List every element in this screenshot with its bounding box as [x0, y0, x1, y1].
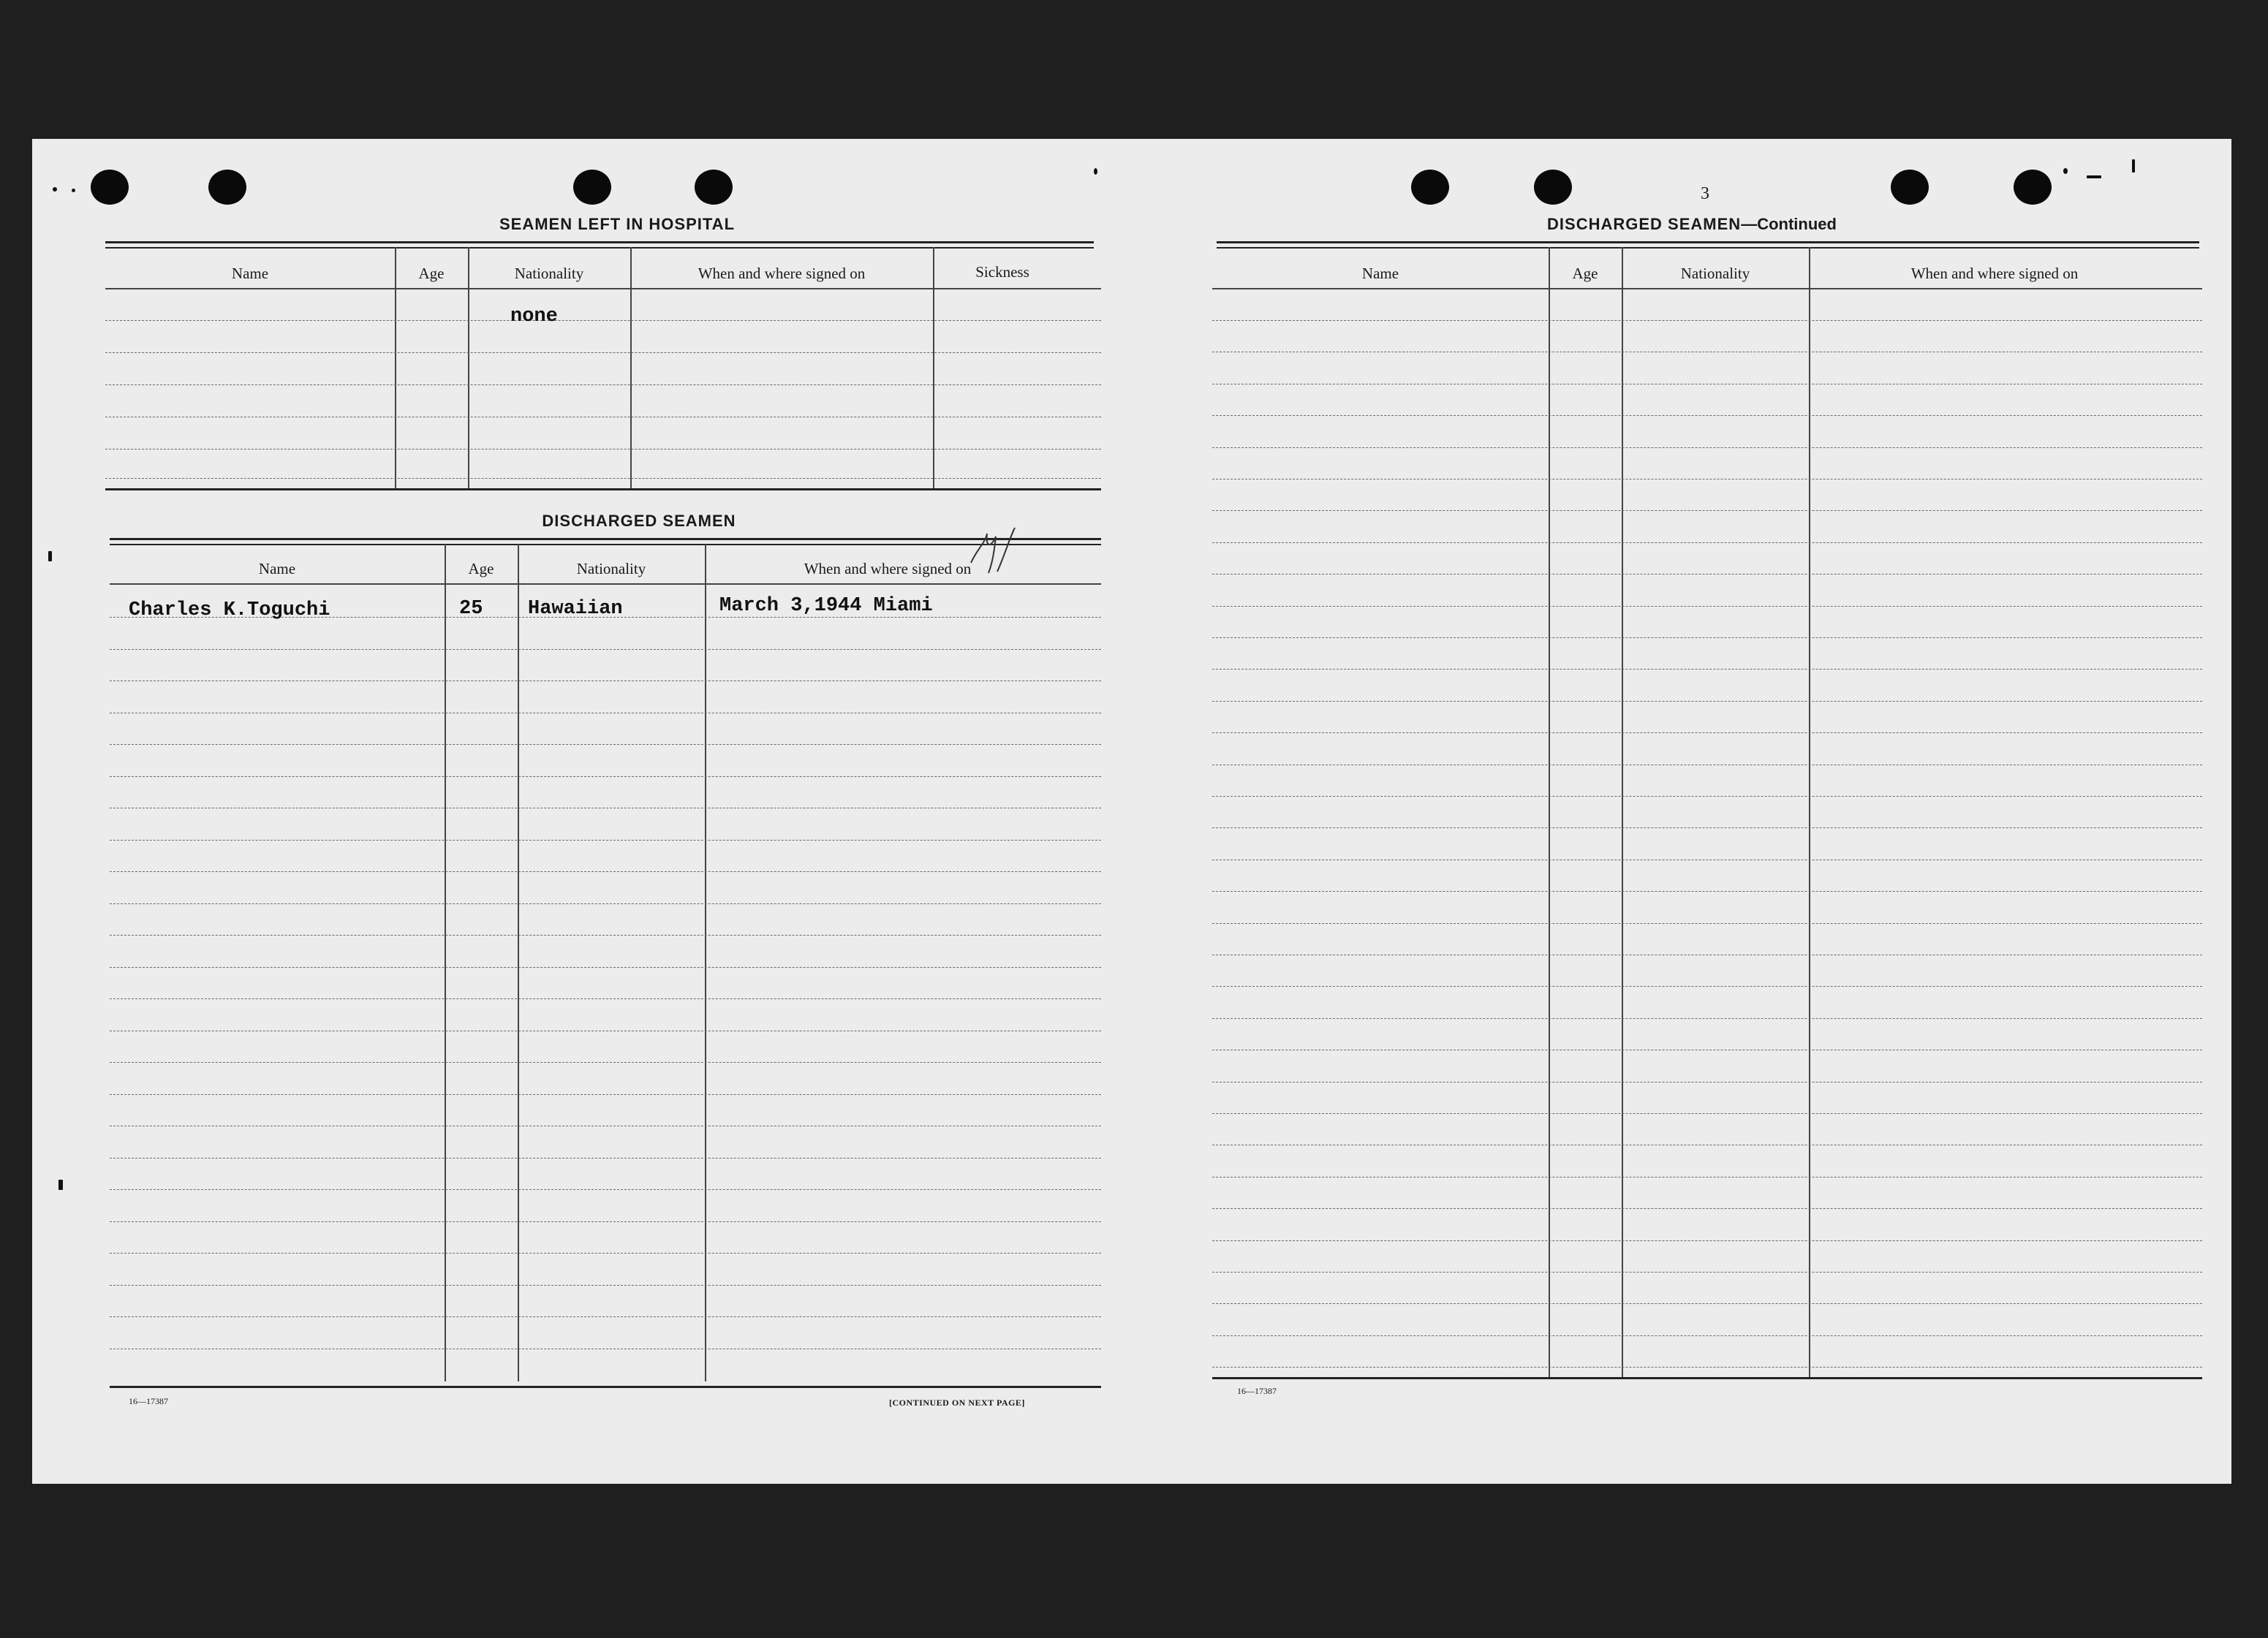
header-nationality: Nationality	[514, 265, 584, 282]
title-main: DISCHARGED SEAMEN	[1547, 215, 1742, 233]
scan-speck	[2063, 168, 2068, 174]
row-line	[110, 649, 1101, 650]
continued-note: [CONTINUED ON NEXT PAGE]	[889, 1398, 1025, 1408]
row-line	[110, 871, 1101, 872]
row-line	[1212, 1018, 2202, 1019]
header-nationality: Nationality	[576, 560, 646, 577]
row-line	[110, 935, 1101, 936]
continued-section-title	[1494, 215, 1889, 234]
row-line	[110, 840, 1101, 841]
column-divider	[933, 247, 934, 488]
scan-speck	[2132, 159, 2135, 172]
title-rule	[110, 538, 1101, 540]
row-line	[110, 1158, 1101, 1159]
scanned-document	[32, 139, 2231, 1484]
header-rule	[105, 288, 1101, 289]
row-line	[1212, 1208, 2202, 1209]
scan-speck	[2087, 175, 2101, 178]
row-line	[105, 320, 1101, 321]
row-line	[110, 1316, 1101, 1317]
column-divider	[468, 247, 469, 488]
row-line	[110, 1189, 1101, 1190]
row-line	[1212, 1113, 2202, 1114]
header-rule	[1212, 288, 2202, 289]
seaman-signed-on: March 3,1944 Miami	[719, 595, 933, 617]
title-rule	[1217, 241, 2199, 243]
header-name: Name	[1361, 265, 1399, 282]
table-bottom-rule	[105, 488, 1101, 490]
row-line	[1212, 1272, 2202, 1273]
row-line	[110, 680, 1101, 681]
title-suffix: —Continued	[1741, 215, 1837, 233]
row-line	[110, 744, 1101, 745]
punch-hole	[695, 170, 733, 205]
row-line	[110, 1094, 1101, 1095]
column-divider	[445, 544, 446, 1381]
row-line	[110, 1285, 1101, 1286]
row-line	[1212, 320, 2202, 321]
table-bottom-rule	[110, 1386, 1101, 1388]
row-line	[1212, 1335, 2202, 1336]
column-divider	[1549, 247, 1550, 1377]
row-line	[1212, 1367, 2202, 1368]
row-line	[1212, 1177, 2202, 1178]
column-divider	[395, 247, 396, 488]
row-line	[105, 384, 1101, 385]
hospital-section-title: SEAMEN LEFT IN HOSPITAL	[499, 215, 736, 233]
discharged-table	[110, 544, 1101, 1381]
seaman-age: 25	[459, 598, 483, 620]
punch-hole	[1891, 170, 1929, 205]
header-signed-on: When and where signed on	[1910, 265, 2079, 282]
punch-hole	[1411, 170, 1449, 205]
punch-hole	[208, 170, 246, 205]
row-line	[1212, 1303, 2202, 1304]
row-line	[105, 352, 1101, 353]
page-number: 3	[1701, 184, 1709, 203]
column-divider	[1809, 247, 1810, 1377]
punch-hole	[2014, 170, 2052, 205]
row-line	[110, 967, 1101, 968]
scan-speck	[53, 187, 57, 192]
form-number: 16—17387	[129, 1396, 168, 1406]
scan-speck	[72, 189, 75, 192]
header-signed-on: When and where signed on	[804, 560, 972, 577]
row-line	[1212, 574, 2202, 575]
row-line	[1212, 1240, 2202, 1241]
row-line	[1212, 827, 2202, 828]
row-line	[1212, 669, 2202, 670]
header-sickness: Sickness	[975, 263, 1029, 281]
table-bottom-rule	[1212, 1377, 2202, 1379]
row-line	[105, 449, 1101, 450]
row-line	[1212, 606, 2202, 607]
row-line	[1212, 542, 2202, 543]
row-line	[110, 1253, 1101, 1254]
header-age: Age	[1572, 265, 1598, 282]
seaman-name: Charles K.Toguchi	[129, 599, 330, 621]
row-line	[1212, 796, 2202, 797]
discharged-section-title: DISCHARGED SEAMEN	[542, 512, 736, 530]
row-line	[1212, 415, 2202, 416]
title-rule	[105, 241, 1094, 243]
seaman-nationality: Hawaiian	[528, 598, 623, 620]
row-line	[110, 903, 1101, 904]
row-line	[1212, 510, 2202, 511]
header-name: Name	[258, 560, 296, 577]
form-number: 16—17387	[1237, 1386, 1277, 1396]
header-name: Name	[231, 265, 269, 282]
row-line	[1212, 701, 2202, 702]
header-signed-on: When and where signed on	[698, 265, 866, 282]
header-age: Age	[418, 265, 445, 282]
row-line	[1212, 986, 2202, 987]
column-divider	[1622, 247, 1623, 1377]
header-rule	[110, 583, 1101, 585]
continued-table	[1212, 247, 2202, 1377]
row-line	[1212, 732, 2202, 733]
row-line	[110, 776, 1101, 777]
column-divider	[630, 247, 632, 488]
row-line	[105, 478, 1101, 479]
scan-speck	[58, 1180, 63, 1190]
punch-hole	[1534, 170, 1572, 205]
row-line	[110, 1221, 1101, 1222]
hospital-entry: none	[510, 306, 558, 327]
scan-speck	[48, 551, 52, 561]
punch-hole	[91, 170, 129, 205]
header-age: Age	[468, 560, 494, 577]
row-line	[1212, 637, 2202, 638]
hospital-table	[105, 247, 1101, 496]
row-line	[110, 998, 1101, 999]
punch-hole	[573, 170, 611, 205]
row-line	[1212, 923, 2202, 924]
row-line	[1212, 447, 2202, 448]
header-nationality: Nationality	[1680, 265, 1750, 282]
column-divider	[705, 544, 706, 1381]
row-line	[1212, 891, 2202, 892]
row-line	[110, 1062, 1101, 1063]
column-divider	[518, 544, 519, 1381]
scan-speck	[1094, 168, 1097, 175]
